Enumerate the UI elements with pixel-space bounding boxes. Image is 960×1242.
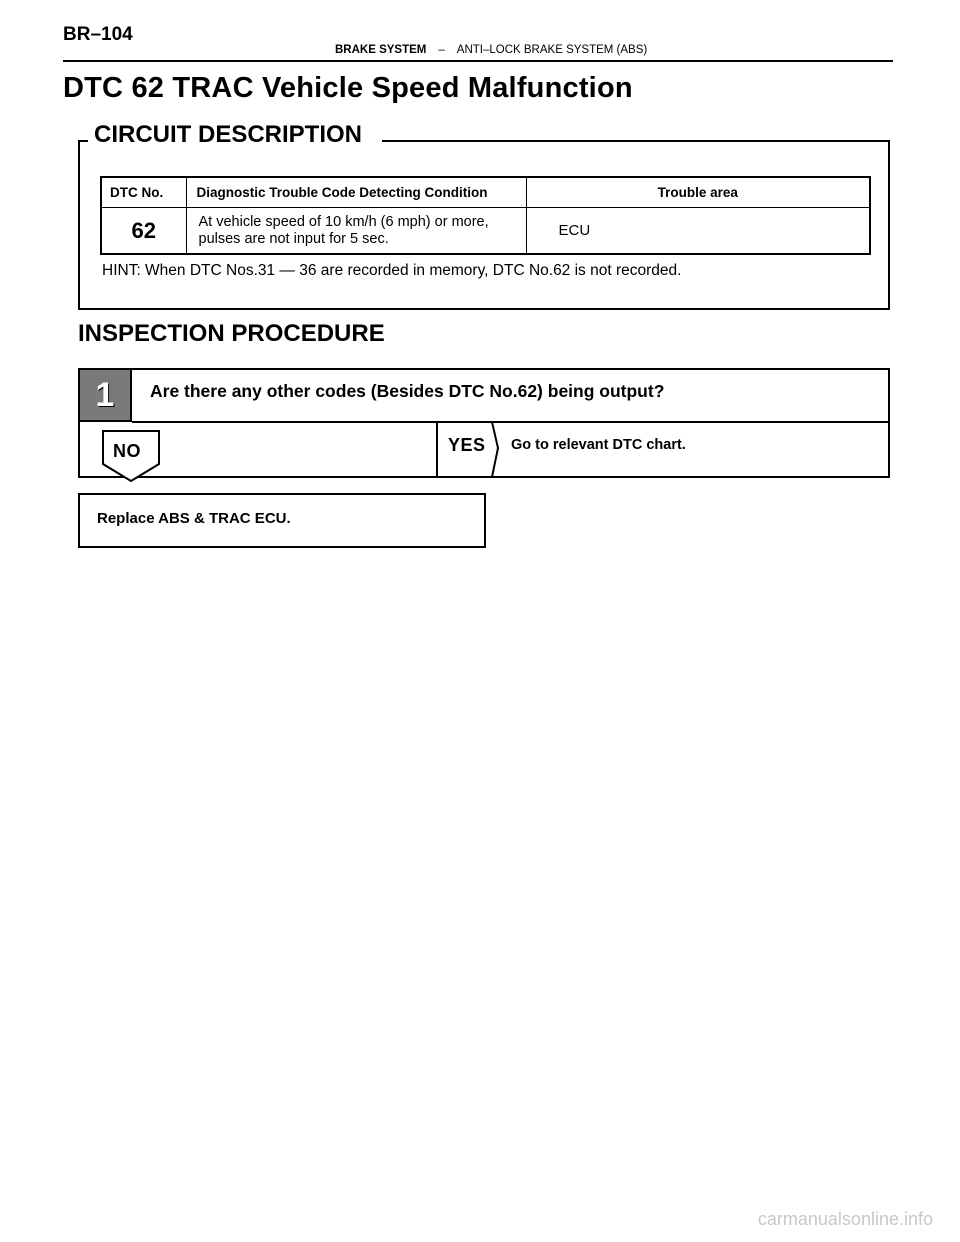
condition-line-1: At vehicle speed of 10 km/h (6 mph) or more, (198, 213, 489, 230)
watermark: carmanualsonline.info (757, 1209, 933, 1229)
step-question: Are there any other codes (Besides DTC No.62) being output? (150, 381, 665, 401)
yes-action-text: Go to relevant DTC chart. (511, 437, 686, 453)
hint-text: HINT: When DTC Nos.31 — 36 are recorded in memory, DTC No.62 is not recorded. (102, 262, 682, 279)
page-number: BR–104 (63, 24, 133, 45)
no-action-text: Replace ABS & TRAC ECU. (97, 510, 291, 527)
header-detecting-condition: Diagnostic Trouble Code Detecting Condition (186, 177, 526, 208)
header-rule (63, 60, 893, 62)
inspection-procedure-heading: INSPECTION PROCEDURE (78, 320, 385, 347)
dtc-number-cell: 62 (101, 208, 186, 255)
header-dtc-no: DTC No. (101, 177, 186, 208)
header-separator: – (438, 44, 445, 56)
box-top-border-right (382, 140, 890, 142)
box-top-border-left (78, 140, 88, 142)
trouble-area-cell: ECU (526, 208, 870, 255)
table-header-row (101, 177, 870, 208)
page-title: DTC 62 TRAC Vehicle Speed Malfunction (63, 72, 633, 104)
circuit-description-heading: CIRCUIT DESCRIPTION (90, 121, 366, 149)
running-header (335, 44, 647, 56)
step-number-badge: 1 (78, 368, 132, 422)
step-divider (132, 421, 890, 423)
header-trouble-area: Trouble area (526, 177, 870, 208)
no-branch-label: NO (113, 441, 141, 461)
yes-branch-label: YES (448, 435, 486, 455)
subsection-name: ANTI–LOCK BRAKE SYSTEM (ABS) (456, 44, 648, 56)
detecting-condition-cell (186, 208, 526, 255)
table-row (101, 208, 870, 255)
dtc-table (100, 176, 871, 255)
section-name: BRAKE SYSTEM (335, 44, 427, 56)
condition-line-2: pulses are not input for 5 sec. (198, 230, 389, 247)
